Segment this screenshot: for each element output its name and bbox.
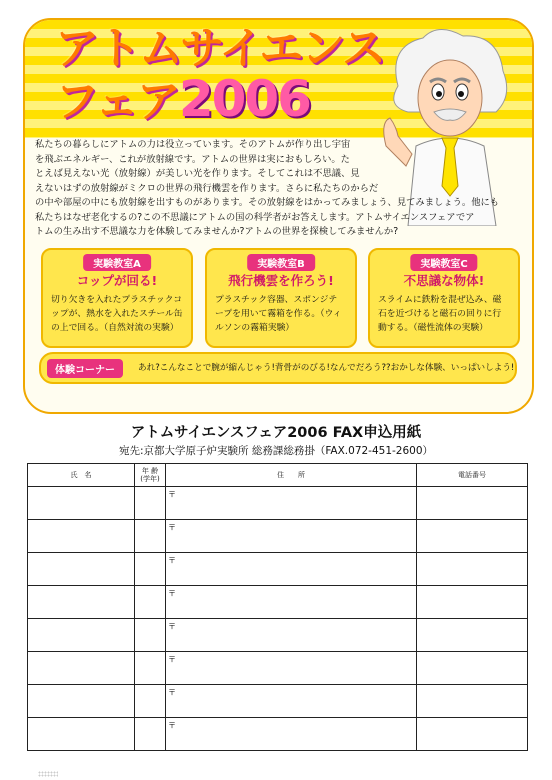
intro-text [35, 138, 520, 240]
intro-line: の中や部屋の中にも放射線を出すものがあります。その放射線をはかってみましょう、見てみましょう。他にも [35, 197, 500, 208]
intro-line: とえば見えない光（放射線）が美しい光を作ります。そしてこれは不思議、見 [35, 168, 360, 179]
name-field[interactable] [28, 553, 135, 586]
room-heading: 不思議な物体! [403, 273, 485, 288]
room-line: プラスチック容器、スポンジテ [215, 295, 338, 305]
name-field[interactable] [28, 520, 135, 553]
name-field[interactable] [28, 718, 135, 751]
event-title-line1: アトムサイエンス [55, 23, 384, 74]
header-age [135, 464, 166, 487]
event-title-year: 2006 [178, 70, 310, 128]
table-row [28, 685, 528, 718]
address-field[interactable] [166, 520, 417, 553]
fax-form-title: アトムサイエンスフェア2006 FAX申込用紙 [130, 425, 422, 441]
address-field[interactable] [166, 586, 417, 619]
intro-line: トムの生み出す不思議な力を体験してみませんか?アトムの世界を探検してみませんか? [35, 226, 399, 237]
room-tag: 実験教室A [83, 254, 151, 271]
phone-field[interactable] [417, 619, 528, 652]
experiment-room-a [41, 248, 193, 348]
table-row [28, 487, 528, 520]
intro-line: 私たちの暮らしにアトムの力は役立っています。そのアトムが作り出し宇宙 [35, 139, 351, 150]
room-heading: コップが回る! [76, 273, 158, 288]
postal-mark: 〒 [168, 721, 176, 730]
name-field[interactable] [28, 652, 135, 685]
room-line: スライムに鉄粉を混ぜ込み、磁 [378, 295, 502, 305]
event-title-line2 [55, 70, 384, 128]
address-field[interactable] [166, 685, 417, 718]
room-line: 動する。（磁性流体の実験） [378, 323, 488, 333]
postal-mark: 〒 [168, 622, 176, 631]
age-field[interactable] [135, 520, 166, 553]
form-header-row [28, 464, 528, 487]
header-name: 氏 名 [28, 464, 135, 487]
event-title-fair: フェア [55, 76, 179, 127]
corner-text: あれ?こんなことで腕が縮んじゃう!背骨がのびる!なんでだろう??おかしな体験、いっぱいしよう! [138, 363, 515, 373]
room-description [215, 293, 349, 335]
room-line: 切り欠きを入れたプラスチックコ [51, 295, 183, 305]
event-title [55, 24, 384, 127]
name-field[interactable] [28, 586, 135, 619]
address-field[interactable] [166, 619, 417, 652]
postal-mark: 〒 [168, 688, 176, 697]
corner-tag: 体験コーナー [47, 359, 123, 378]
form-body [28, 487, 528, 751]
footer-dots [38, 771, 58, 777]
phone-field[interactable] [417, 520, 528, 553]
intro-line: えないはずの放射線がミクロの世界の飛行機雲を作ります。さらに私たちのからだ [35, 182, 379, 194]
table-row [28, 619, 528, 652]
postal-mark: 〒 [168, 523, 176, 532]
age-field[interactable] [135, 487, 166, 520]
room-line: の上で回る。（自然対流の実験） [51, 323, 179, 333]
room-description [378, 293, 512, 335]
age-field[interactable] [135, 586, 166, 619]
room-line: ップが、熱水を入れたスチール缶 [51, 309, 183, 319]
address-field[interactable] [166, 553, 417, 586]
header-phone: 電話番号 [417, 464, 528, 487]
phone-field[interactable] [417, 718, 528, 751]
header-age-line1: 年 齢 [141, 467, 159, 475]
fax-destination: 宛先:京都大学原子炉実験所 総務課総務掛（FAX.072-451-2600） [118, 445, 434, 457]
room-heading: 飛行機雲を作ろう! [228, 273, 334, 288]
table-row [28, 586, 528, 619]
postal-mark: 〒 [168, 556, 176, 565]
experience-corner [39, 352, 517, 384]
age-field[interactable] [135, 619, 166, 652]
table-row [28, 718, 528, 751]
table-row [28, 652, 528, 685]
room-line: ープを用いて霧箱を作る。（ウィ [215, 309, 342, 319]
phone-field[interactable] [417, 586, 528, 619]
age-field[interactable] [135, 553, 166, 586]
application-form-table [27, 463, 528, 751]
experiment-room-c [368, 248, 520, 348]
postal-mark: 〒 [168, 490, 176, 499]
phone-field[interactable] [417, 652, 528, 685]
address-field[interactable] [166, 652, 417, 685]
room-tag: 実験教室B [247, 254, 315, 271]
name-field[interactable] [28, 487, 135, 520]
header-address: 住 所 [166, 464, 417, 487]
age-field[interactable] [135, 718, 166, 751]
postal-mark: 〒 [168, 589, 176, 598]
phone-field[interactable] [417, 487, 528, 520]
address-field[interactable] [166, 487, 417, 520]
table-row [28, 553, 528, 586]
age-field[interactable] [135, 685, 166, 718]
phone-field[interactable] [417, 553, 528, 586]
name-field[interactable] [28, 685, 135, 718]
intro-line: を飛ぶエネルギー、これが放射線です。アトムの世界は実におもしろい。た [35, 153, 350, 165]
room-line: ルソンの霧箱実験） [215, 323, 295, 333]
name-field[interactable] [28, 619, 135, 652]
header-age-line2: (学年) [140, 475, 160, 483]
table-row [28, 520, 528, 553]
room-tag: 実験教室C [410, 254, 477, 271]
intro-line: 私たちはなぜ老化するの?この不思議にアトムの国の科学者がお答えします。アトムサイエンスフェアでア [35, 211, 475, 223]
phone-field[interactable] [417, 685, 528, 718]
flyer-panel [23, 18, 534, 414]
address-field[interactable] [166, 718, 417, 751]
age-field[interactable] [135, 652, 166, 685]
postal-mark: 〒 [168, 655, 176, 664]
experiment-room-b [205, 248, 357, 348]
room-line: 石を近づけると磁石の回りに行 [378, 309, 502, 319]
room-description [51, 293, 185, 335]
